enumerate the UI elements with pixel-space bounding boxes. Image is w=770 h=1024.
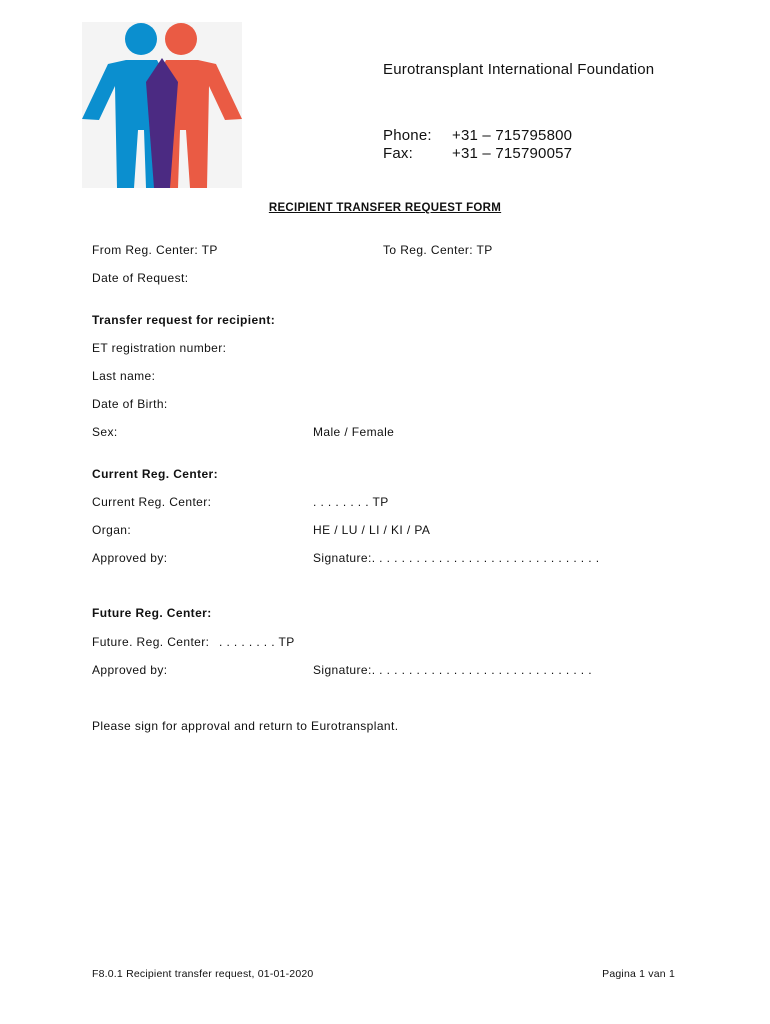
footer-page-number: Pagina 1 van 1 [602, 968, 675, 980]
date-of-birth-label: Date of Birth: [92, 397, 168, 411]
fax-value: +31 – 715790057 [452, 145, 573, 162]
last-name-label: Last name: [92, 369, 156, 383]
to-center-label: To Reg. Center: TP [383, 243, 493, 257]
current-approved-by-label: Approved by: [92, 551, 168, 565]
future-signature-line: Signature:. . . . . . . . . . . . . . . . . . . . . . . . . . . . . . [313, 663, 593, 677]
organ-options: HE / LU / LI / KI / PA [313, 523, 431, 537]
future-approved-by-label: Approved by: [92, 663, 168, 677]
current-center-label: Current Reg. Center: [92, 495, 212, 509]
organization-name: Eurotransplant International Foundation [383, 61, 655, 78]
footer-form-reference: F8.0.1 Recipient transfer request, 01-01-2020 [92, 968, 314, 980]
current-center-value: . . . . . . . . TP [313, 495, 389, 509]
et-registration-label: ET registration number: [92, 341, 227, 355]
future-center-value: . . . . . . . . TP [219, 635, 295, 649]
date-of-request-label: Date of Request: [92, 271, 189, 285]
logo-blue-head [125, 23, 157, 55]
eurotransplant-logo-icon [82, 22, 242, 188]
fax-label: Fax: [383, 145, 413, 162]
logo-orange-head [165, 23, 197, 55]
fax-line [383, 145, 572, 162]
phone-value: +31 – 715795800 [452, 127, 573, 144]
sex-label: Sex: [92, 425, 118, 439]
from-center-label: From Reg. Center: TP [92, 243, 218, 257]
current-signature-line: Signature:. . . . . . . . . . . . . . . . . . . . . . . . . . . . . . . [313, 551, 600, 565]
form-title: RECIPIENT TRANSFER REQUEST FORM [268, 202, 502, 214]
phone-line [383, 127, 572, 144]
phone-label: Phone: [383, 127, 432, 144]
return-instruction: Please sign for approval and return to Eurotransplant. [92, 719, 399, 733]
future-center-label: Future. Reg. Center: [92, 635, 210, 649]
current-center-section-heading: Current Reg. Center: [92, 467, 219, 481]
organ-label: Organ: [92, 523, 132, 537]
sex-options: Male / Female [313, 425, 395, 439]
future-center-section-heading: Future Reg. Center: [92, 606, 212, 620]
recipient-section-heading: Transfer request for recipient: [92, 313, 276, 327]
